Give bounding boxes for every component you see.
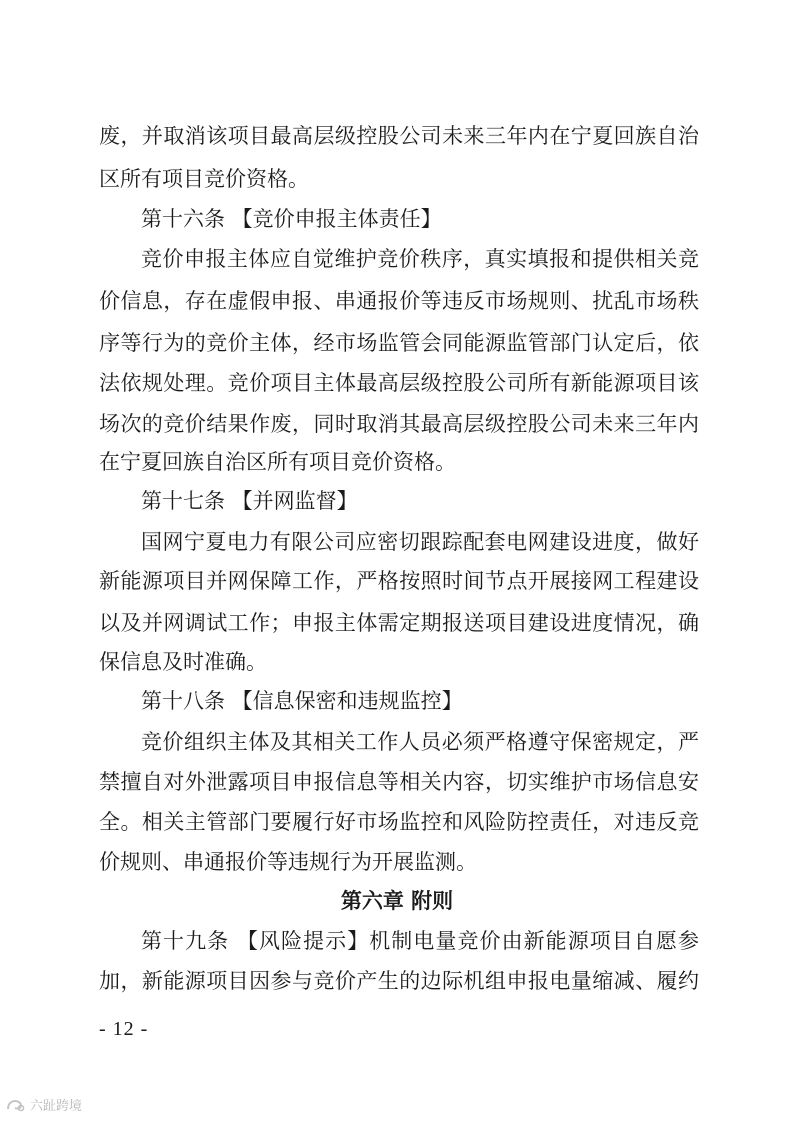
paragraph-line: 新能源项目并网保障工作，严格按照时间节点开展接网工程建设 bbox=[99, 569, 699, 593]
paragraph-line: 禁擅自对外泄露项目申报信息等相关内容，切实维护市场信息安 bbox=[99, 770, 699, 794]
article-heading-17: 第十七条 【并网监督】 bbox=[141, 489, 358, 513]
paragraph-line: 场次的竞价结果作废，同时取消其最高层级控股公司未来三年内 bbox=[99, 412, 699, 436]
paragraph-line: 价规则、串通报价等违规行为开展监测。 bbox=[99, 850, 477, 874]
page-number: - 12 - bbox=[99, 1018, 149, 1040]
paragraph-line: 序等行为的竞价主体，经市场监管会同能源监管部门认定后，依 bbox=[99, 331, 699, 355]
paragraph-line: 全。相关主管部门要履行好市场监控和风险防控责任，对违反竞 bbox=[99, 810, 699, 834]
article-heading-16: 第十六条 【竞价申报主体责任】 bbox=[141, 207, 442, 231]
paragraph-line: 保信息及时准确。 bbox=[99, 650, 267, 674]
chapter-heading: 第六章 附则 bbox=[340, 889, 454, 913]
watermark-text: 六趾跨境 bbox=[30, 1099, 83, 1114]
paragraph-line: 加，新能源项目因参与竞价产生的边际机组申报电量缩减、履约 bbox=[99, 969, 699, 993]
brand-logo-icon bbox=[6, 1097, 26, 1113]
article-heading-19: 第十九条 【风险提示】机制电量竞价由新能源项目自愿参 bbox=[141, 929, 699, 953]
paragraph-line: 在宁夏回族自治区所有项目竞价资格。 bbox=[99, 450, 456, 474]
paragraph-line: 以及并网调试工作；申报主体需定期报送项目建设进度情况，确 bbox=[99, 611, 699, 635]
watermark bbox=[6, 1095, 82, 1114]
article-heading-18: 第十八条 【信息保密和违规监控】 bbox=[141, 689, 463, 713]
paragraph-line: 国网宁夏电力有限公司应密切跟踪配套电网建设进度，做好 bbox=[141, 530, 699, 554]
paragraph-line: 价信息，存在虚假申报、串通报价等违反市场规则、扰乱市场秩 bbox=[99, 289, 699, 313]
paragraph-line: 废，并取消该项目最高层级控股公司未来三年内在宁夏回族自治 bbox=[99, 124, 699, 148]
paragraph-line: 法依规处理。竞价项目主体最高层级控股公司所有新能源项目该 bbox=[99, 371, 699, 395]
paragraph-line: 竞价申报主体应自觉维护竞价秩序，真实填报和提供相关竞 bbox=[141, 247, 699, 271]
paragraph-line: 区所有项目竞价资格。 bbox=[99, 167, 309, 191]
paragraph-line: 竞价组织主体及其相关工作人员必须严格遵守保密规定，严 bbox=[141, 730, 699, 754]
